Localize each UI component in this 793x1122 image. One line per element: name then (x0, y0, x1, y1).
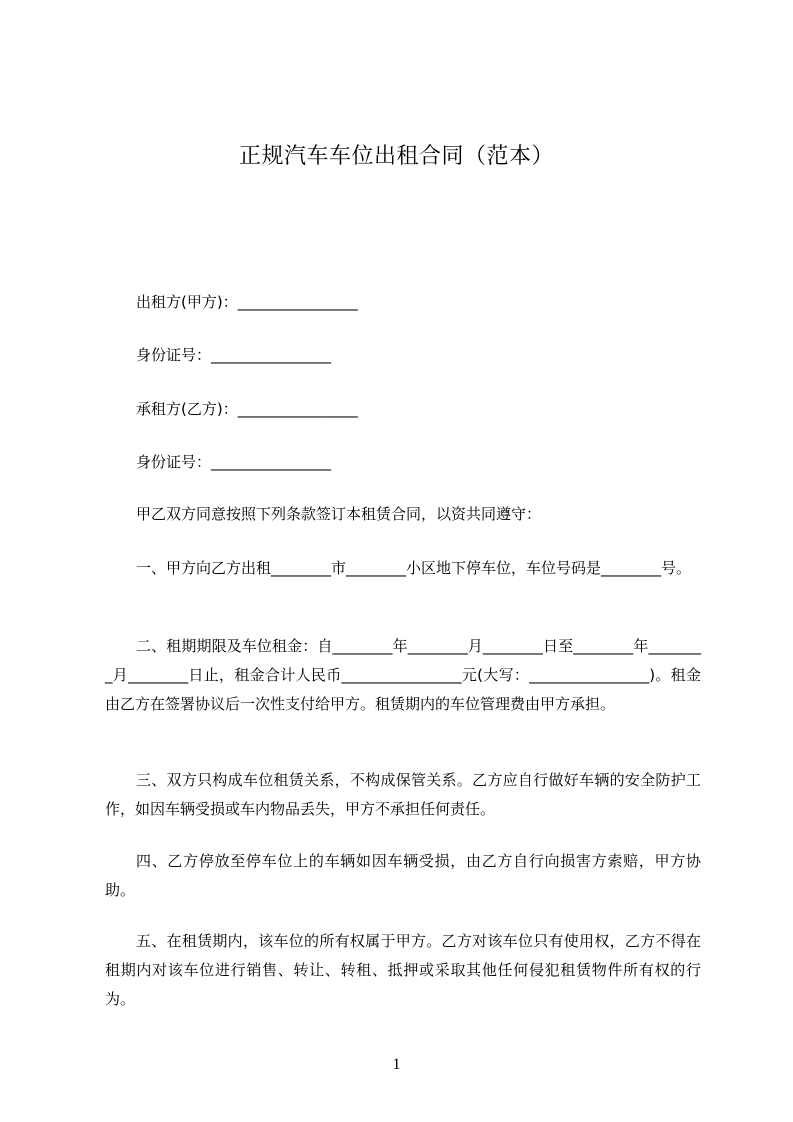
lessee-field: 承租方(乙方)：________________ (136, 400, 358, 418)
intro-paragraph: 甲乙双方同意按照下列条款签订本租赁合同，以资共同遵守： (136, 505, 542, 523)
lessor-field: 出租方(甲方)：________________ (136, 293, 358, 311)
clause-4: 四、乙方停放至停车位上的车辆如因车辆受损，由乙方自行向损害方索赔，甲方协助。 (105, 852, 701, 899)
clause-2: 二、租期期限及车位租金：自________年________月________日至________年________月________日止，租金合计人民币________________元(大写：________________)。租金由乙方在签署协议后一次性支付给甲方。租赁期内的车位管理费由甲方承担。 (105, 637, 701, 713)
clause-1: 一、甲方向乙方出租________市________小区地下停车位，车位号码是________号。 (136, 559, 692, 577)
lessor-id-field: 身份证号：________________ (136, 346, 332, 364)
document-title: 正规汽车车位出租合同（范本） (238, 144, 554, 169)
lessee-id-field: 身份证号：________________ (136, 453, 332, 471)
page-number: 1 (392, 1056, 401, 1073)
clause-3: 三、双方只构成车位租赁关系，不构成保管关系。乙方应自行做好车辆的安全防护工作，如因车辆受损或车内物品丢失，甲方不承担任何责任。 (105, 771, 701, 818)
clause-5: 五、在租赁期内，该车位的所有权属于甲方。乙方对该车位只有使用权，乙方不得在租期内对该车位进行销售、转让、转租、抵押或采取其他任何侵犯租赁物件所有权的行为。 (105, 932, 701, 1008)
